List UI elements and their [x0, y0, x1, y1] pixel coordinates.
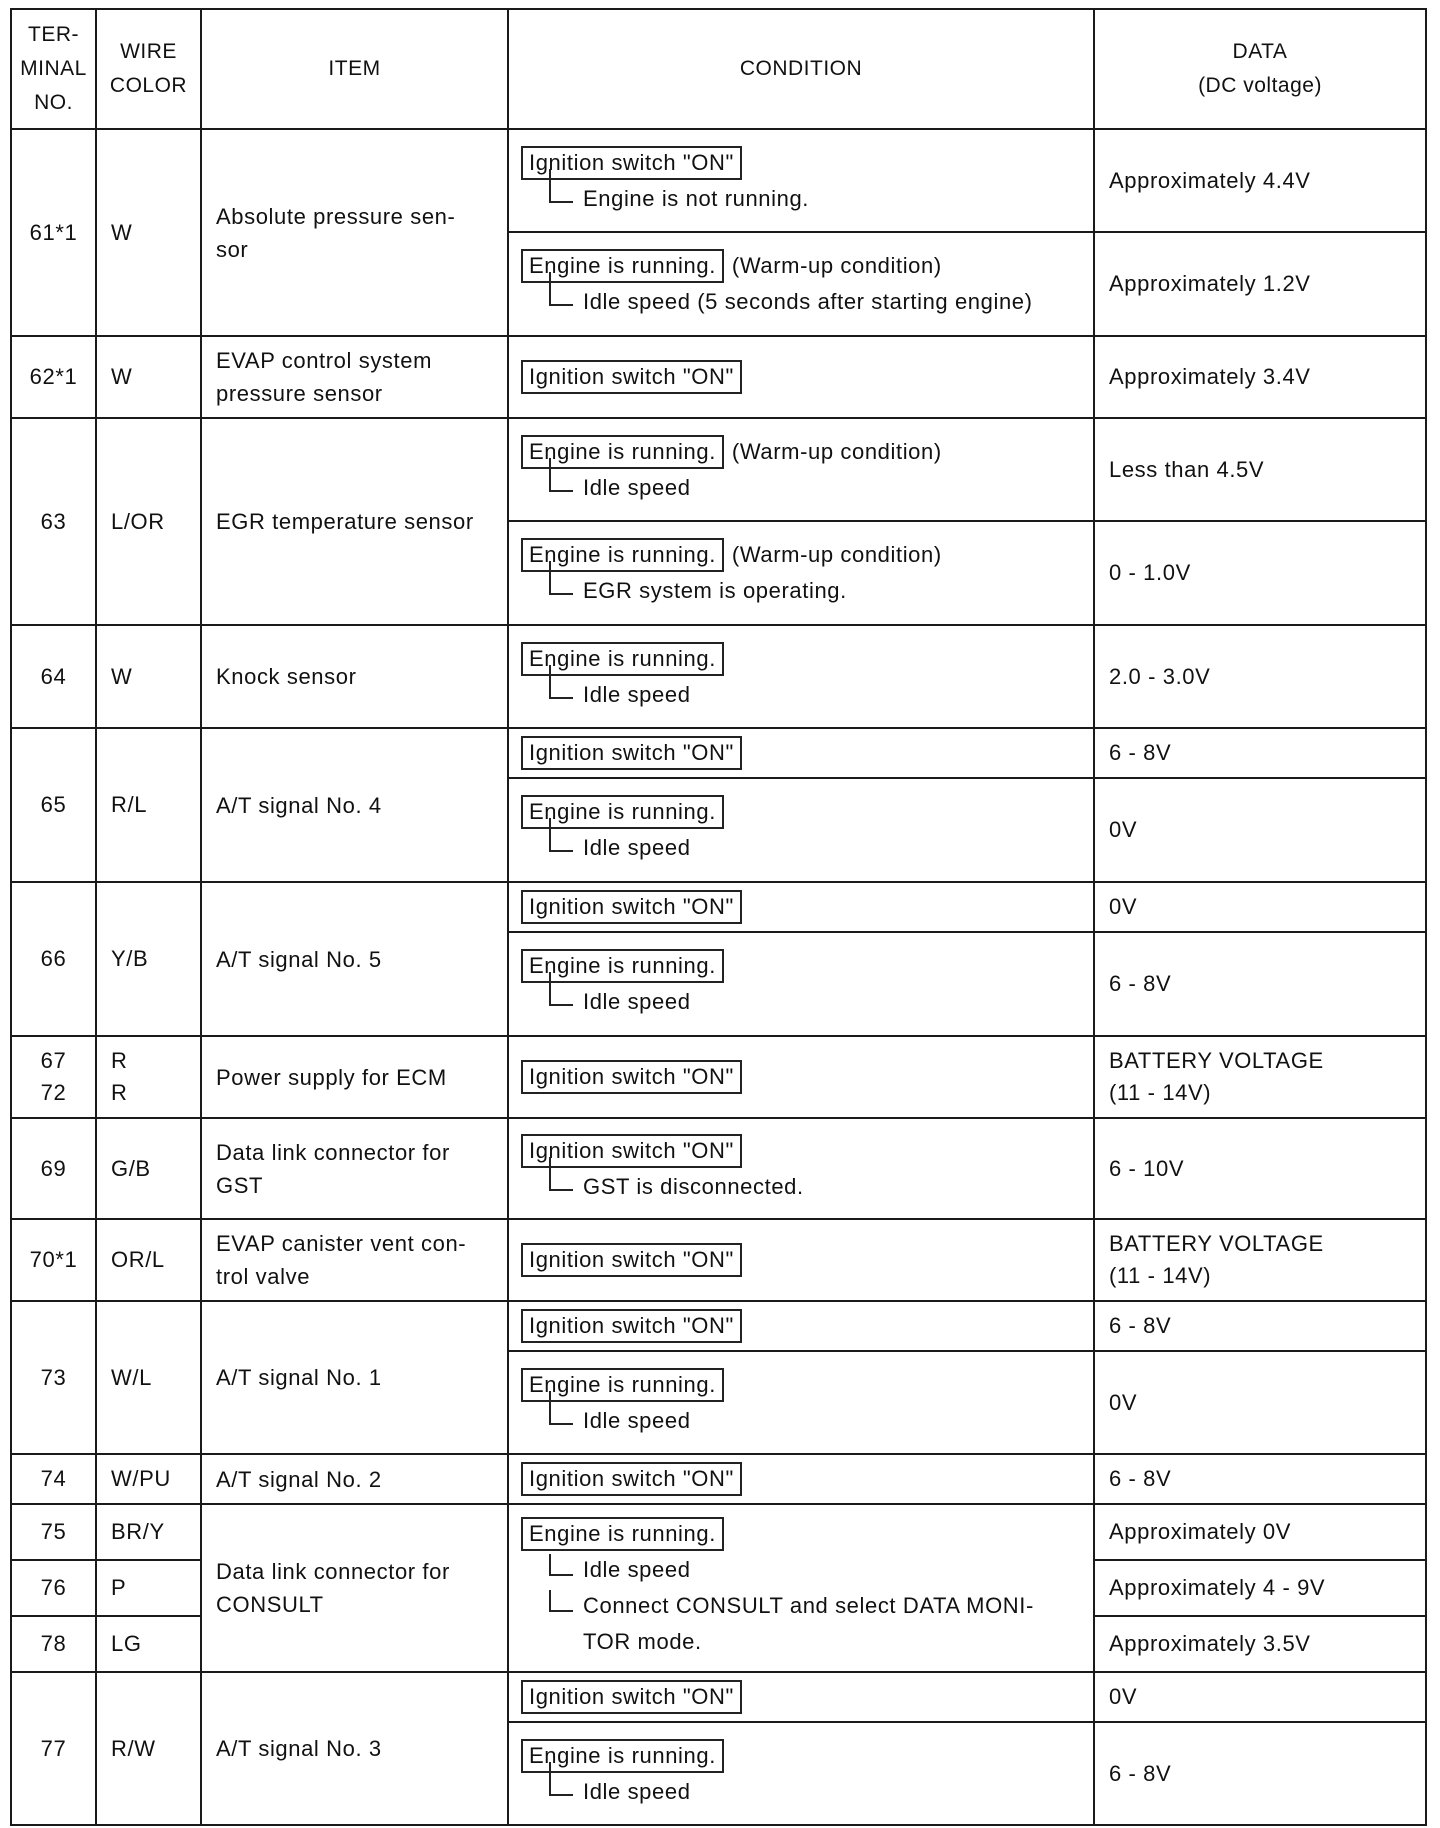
condition-cell: [508, 1351, 1094, 1454]
wire-color: Y/B: [111, 946, 149, 971]
terminal-number: 69: [40, 1155, 67, 1181]
wire-color: R: [111, 1048, 128, 1073]
condition-subitem: Idle speed: [549, 1774, 1087, 1810]
header-data-line: DATA: [1232, 40, 1288, 63]
terminal-number: 63: [40, 508, 67, 534]
data-cell: [1094, 1219, 1426, 1301]
item-line: trol valve: [216, 1264, 311, 1289]
data-cell: [1094, 1036, 1426, 1118]
condition-subitem: TOR mode.: [583, 1629, 702, 1654]
data-value: BATTERY VOLTAGE: [1109, 1048, 1324, 1073]
item-line: Data link connector for: [216, 1139, 450, 1165]
wire-color-cell: [96, 625, 201, 728]
wire-color-cell: [96, 336, 201, 418]
data-cell: [1094, 336, 1426, 418]
condition-box: Engine is running.: [521, 538, 724, 572]
condition-cell: [508, 625, 1094, 728]
data-cell: [1094, 1301, 1426, 1351]
terminal-cell: [11, 418, 96, 625]
table-row: [11, 625, 1426, 728]
terminal-number: 74: [40, 1466, 67, 1491]
wire-color: G/B: [111, 1155, 151, 1181]
wire-color-cell: [96, 728, 201, 882]
table-row: [11, 1672, 1426, 1722]
data-value: 0 - 1.0V: [1109, 560, 1191, 585]
data-value: Approximately 3.4V: [1109, 364, 1311, 389]
condition-cell: [508, 728, 1094, 778]
condition-line: [521, 1308, 1087, 1344]
terminal-number: 65: [40, 792, 67, 817]
condition-subitem: Connect CONSULT and select DATA MONI-: [549, 1588, 1087, 1624]
item-line: EVAP control system: [216, 348, 432, 373]
condition-subitem: EGR system is operating.: [549, 573, 1087, 609]
terminal-number: 64: [40, 663, 67, 689]
terminal-table: [10, 8, 1427, 1826]
data-cell: [1094, 418, 1426, 521]
condition-subitem: Engine is not running.: [549, 181, 1087, 217]
condition-line: [521, 248, 1087, 284]
item-line: A/T signal No. 2: [216, 1466, 382, 1492]
item-line: EVAP canister vent con-: [216, 1231, 467, 1256]
condition-subitem: Idle speed: [549, 984, 1087, 1020]
condition-box: Ignition switch "ON": [521, 1309, 742, 1343]
condition-subitem: Idle speed: [549, 1403, 1087, 1439]
terminal-number: 73: [40, 1364, 67, 1390]
header-terminal: [11, 9, 96, 129]
wire-color: W: [111, 219, 133, 245]
table-row: [11, 1504, 1426, 1560]
terminal-cell: [11, 1301, 96, 1454]
terminal-cell: 76: [11, 1560, 96, 1616]
header-terminal-line: NO.: [34, 91, 73, 114]
data-cell: [1094, 1722, 1426, 1825]
condition-box: Engine is running.: [521, 249, 724, 283]
terminal-cell: [11, 1118, 96, 1219]
wire-color-cell: [96, 418, 201, 625]
terminal-number: 62*1: [29, 364, 78, 389]
condition-subitem: Idle speed: [549, 470, 1087, 506]
item-line: Absolute pressure sen-: [216, 203, 456, 229]
header-wire-line: COLOR: [109, 74, 188, 97]
data-value: 6 - 8V: [1109, 1760, 1172, 1786]
data-value: Less than 4.5V: [1109, 456, 1265, 482]
item-cell: [201, 1036, 508, 1118]
data-cell: [1094, 521, 1426, 625]
item-line: A/T signal No. 3: [216, 1736, 382, 1761]
header-row: [11, 9, 1426, 129]
data-cell: [1094, 1118, 1426, 1219]
condition-line: [521, 434, 1087, 470]
item-line: GST: [216, 1172, 264, 1198]
wire-color-cell: [96, 1454, 201, 1504]
terminal-cell: 75: [11, 1504, 96, 1560]
table-row: [11, 1036, 1426, 1118]
condition-subitem: GST is disconnected.: [549, 1169, 1087, 1205]
condition-line: [521, 794, 1087, 830]
condition-line: [521, 1059, 1087, 1095]
condition-line: [521, 1738, 1087, 1774]
header-terminal-line: MINAL: [20, 57, 87, 80]
table-row: [11, 1454, 1426, 1504]
header-item: ITEM: [201, 9, 508, 129]
item-cell: [201, 418, 508, 625]
condition-line: [521, 1242, 1087, 1278]
condition-box: Engine is running.: [521, 642, 724, 676]
wire-color-cell: [96, 882, 201, 1036]
condition-line: [521, 948, 1087, 984]
condition-box: Engine is running.: [521, 949, 724, 983]
item-line: CONSULT: [216, 1592, 324, 1617]
condition-cell: [508, 418, 1094, 521]
condition-note: (Warm-up condition): [731, 253, 942, 278]
header-terminal-line: TER-: [28, 23, 79, 46]
data-cell: [1094, 1672, 1426, 1722]
condition-box: Ignition switch "ON": [521, 1134, 742, 1168]
terminal-cell: [11, 882, 96, 1036]
terminal-cell: [11, 336, 96, 418]
terminal-number: 66: [40, 946, 67, 971]
terminal-cell: [11, 1672, 96, 1825]
condition-box: Engine is running.: [521, 1368, 724, 1402]
data-value: 6 - 8V: [1109, 1313, 1172, 1338]
item-line: pressure sensor: [216, 381, 383, 406]
item-cell: [201, 1504, 508, 1672]
condition-cell: [508, 932, 1094, 1036]
data-value: BATTERY VOLTAGE: [1109, 1231, 1324, 1256]
item-line: A/T signal No. 1: [216, 1365, 382, 1390]
data-cell: Approximately 3.5V: [1094, 1616, 1426, 1672]
condition-cell: [508, 778, 1094, 882]
data-cell: [1094, 932, 1426, 1036]
item-line: A/T signal No. 4: [216, 792, 382, 818]
terminal-cell: [11, 728, 96, 882]
data-cell: [1094, 232, 1426, 336]
condition-cell: [508, 232, 1094, 336]
table-row: [11, 1301, 1426, 1351]
data-cell: Approximately 4 - 9V: [1094, 1560, 1426, 1616]
wire-color-cell: [96, 1219, 201, 1301]
data-cell: [1094, 1351, 1426, 1454]
data-value: 6 - 8V: [1109, 971, 1172, 996]
data-value: 0V: [1109, 1684, 1138, 1709]
table-body: [11, 129, 1426, 1825]
data-value: 6 - 8V: [1109, 1466, 1172, 1491]
data-value: Approximately 1.2V: [1109, 271, 1311, 296]
wire-color: W/L: [111, 1364, 152, 1390]
condition-box: Ignition switch "ON": [521, 1462, 742, 1496]
wire-color: R: [111, 1080, 128, 1105]
condition-line: [521, 1516, 1087, 1552]
wire-color-cell: [96, 1672, 201, 1825]
condition-cell: [508, 882, 1094, 932]
item-cell: [201, 1118, 508, 1219]
wire-color: OR/L: [111, 1247, 165, 1272]
table-row: [11, 882, 1426, 932]
condition-box: Ignition switch "ON": [521, 1243, 742, 1277]
item-cell: [201, 1672, 508, 1825]
wire-color-cell: [96, 1036, 201, 1118]
header-wire: [96, 9, 201, 129]
data-value: 6 - 8V: [1109, 740, 1172, 765]
wire-color: L/OR: [111, 508, 165, 534]
condition-box: Ignition switch "ON": [521, 736, 742, 770]
data-cell: [1094, 625, 1426, 728]
data-cell: [1094, 1454, 1426, 1504]
condition-cell: [508, 129, 1094, 232]
condition-cell: [508, 1504, 1094, 1672]
data-value: 0V: [1109, 817, 1138, 842]
condition-cell: [508, 1672, 1094, 1722]
condition-cell: [508, 1722, 1094, 1825]
data-value: 0V: [1109, 1389, 1138, 1415]
terminal-cell: [11, 1219, 96, 1301]
condition-subitem: Idle speed: [549, 1552, 1087, 1588]
condition-box: Engine is running.: [521, 1739, 724, 1773]
condition-line: [521, 889, 1087, 925]
wire-color-cell: [96, 129, 201, 336]
item-cell: [201, 1301, 508, 1454]
item-line: EGR temperature sensor: [216, 509, 474, 534]
wire-color-cell: [96, 1301, 201, 1454]
header-condition: CONDITION: [508, 9, 1094, 129]
wire-color-cell: BR/Y: [96, 1504, 201, 1560]
item-line: sor: [216, 236, 249, 262]
data-cell: Approximately 0V: [1094, 1504, 1426, 1560]
header-data-line: (DC voltage): [1198, 74, 1322, 97]
terminal-cell: [11, 1036, 96, 1118]
condition-cell: [508, 1036, 1094, 1118]
item-cell: [201, 336, 508, 418]
condition-cell: [508, 1454, 1094, 1504]
condition-line: [521, 1461, 1087, 1497]
header-wire-line: WIRE: [120, 40, 177, 63]
condition-line: [521, 1133, 1087, 1169]
terminal-number: 72: [40, 1080, 67, 1105]
item-line: Power supply for ECM: [216, 1064, 447, 1090]
condition-note: (Warm-up condition): [731, 438, 942, 464]
wire-color: R/W: [111, 1735, 156, 1761]
condition-box: Engine is running.: [521, 795, 724, 829]
terminal-data-sheet: [10, 8, 1427, 1826]
data-value: (11 - 14V): [1109, 1080, 1212, 1105]
table-row: [11, 1219, 1426, 1301]
terminal-number: 70*1: [29, 1247, 78, 1272]
terminal-number: 67: [40, 1048, 67, 1073]
condition-line: [521, 1679, 1087, 1715]
terminal-cell: [11, 625, 96, 728]
item-line: Data link connector for: [216, 1559, 450, 1584]
data-value: (11 - 14V): [1109, 1263, 1212, 1288]
data-value: 2.0 - 3.0V: [1109, 663, 1211, 689]
condition-cell: [508, 521, 1094, 625]
data-value: Approximately 4.4V: [1109, 167, 1311, 193]
data-cell: [1094, 728, 1426, 778]
condition-box: Ignition switch "ON": [521, 360, 742, 394]
condition-note: (Warm-up condition): [731, 542, 942, 567]
table-row: [11, 1118, 1426, 1219]
condition-subitem: Idle speed: [549, 677, 1087, 713]
data-value: 6 - 10V: [1109, 1155, 1185, 1181]
condition-line: [521, 145, 1087, 181]
data-cell: [1094, 882, 1426, 932]
wire-color: R/L: [111, 792, 148, 817]
wire-color: W/PU: [111, 1466, 171, 1491]
item-cell: [201, 129, 508, 336]
condition-line: [521, 641, 1087, 677]
condition-box: Engine is running.: [521, 435, 724, 469]
item-cell: [201, 882, 508, 1036]
condition-box: Ignition switch "ON": [521, 146, 742, 180]
data-value: 0V: [1109, 894, 1138, 919]
wire-color-cell: LG: [96, 1616, 201, 1672]
condition-line: [521, 735, 1087, 771]
condition-subitem: Idle speed: [549, 830, 1087, 866]
condition-cell: [508, 1301, 1094, 1351]
table-row: [11, 418, 1426, 521]
table-row: [11, 129, 1426, 232]
terminal-cell: [11, 129, 96, 336]
condition-cell: [508, 1219, 1094, 1301]
terminal-number: 61*1: [29, 219, 78, 245]
data-cell: [1094, 129, 1426, 232]
condition-box: Engine is running.: [521, 1517, 724, 1551]
table-row: [11, 728, 1426, 778]
condition-box: Ignition switch "ON": [521, 890, 742, 924]
condition-line: [521, 1367, 1087, 1403]
item-line: Knock sensor: [216, 664, 357, 689]
table-row: [11, 336, 1426, 418]
condition-line: [521, 359, 1087, 395]
condition-box: Ignition switch "ON": [521, 1680, 742, 1714]
item-cell: [201, 1454, 508, 1504]
condition-cell: [508, 1118, 1094, 1219]
item-cell: [201, 625, 508, 728]
item-cell: [201, 1219, 508, 1301]
terminal-cell: [11, 1454, 96, 1504]
item-cell: [201, 728, 508, 882]
item-line: A/T signal No. 5: [216, 946, 382, 972]
data-cell: [1094, 778, 1426, 882]
wire-color: W: [111, 663, 133, 689]
terminal-number: 77: [40, 1735, 67, 1761]
header-data: [1094, 9, 1426, 129]
condition-subitem: Idle speed (5 seconds after starting engine): [549, 284, 1087, 320]
wire-color-cell: [96, 1118, 201, 1219]
wire-color: W: [111, 364, 133, 389]
condition-cell: [508, 336, 1094, 418]
condition-line: [521, 537, 1087, 573]
wire-color-cell: P: [96, 1560, 201, 1616]
terminal-cell: 78: [11, 1616, 96, 1672]
condition-box: Ignition switch "ON": [521, 1060, 742, 1094]
